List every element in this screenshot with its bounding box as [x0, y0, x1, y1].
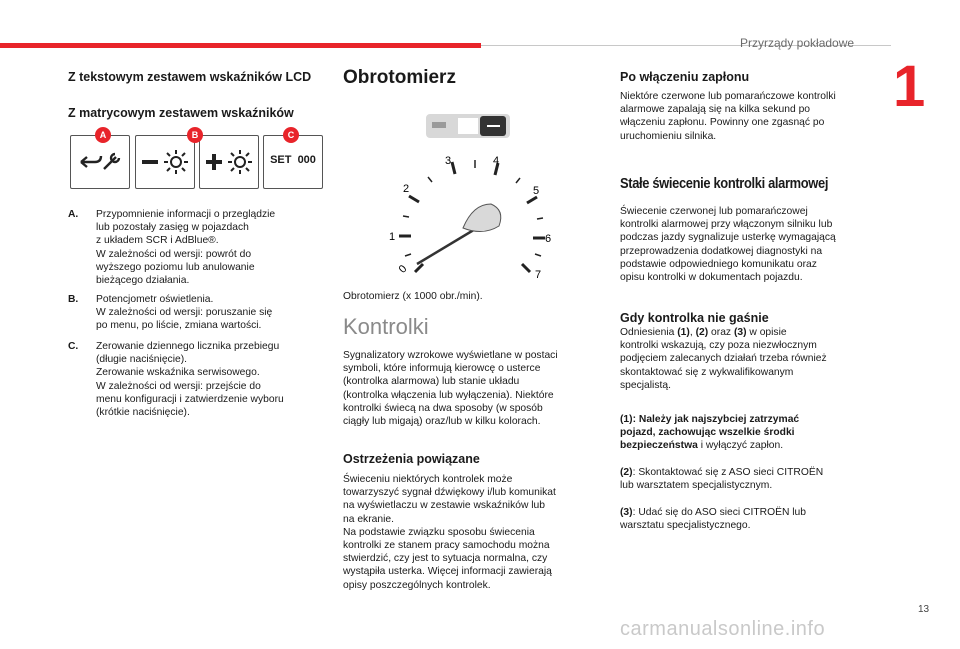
definition-line: Zerowanie dziennego licznika przebiegu	[96, 341, 280, 352]
button-b-minus[interactable]	[135, 135, 195, 189]
text-line: kontrolki wskazują, czy poza niezwłocznym	[620, 340, 817, 352]
text-line: na ekranie.	[343, 513, 394, 525]
gauge-label-4: 4	[493, 155, 500, 167]
note-bold-text: pojazd, zachowując wszelkie środki	[620, 427, 795, 439]
button-c-label: SET 000	[270, 154, 316, 166]
definition-term: B.	[68, 294, 79, 305]
gauge-label-7: 7	[535, 269, 542, 280]
dashboard-indicator-icon	[420, 110, 520, 142]
related-warnings-text	[343, 473, 608, 592]
text-line: stwierdzić, czy jest to sytuacja normalna, czy	[343, 553, 548, 565]
text-line: przeprowadzenia dodatkowej diagnostyki na	[620, 245, 823, 257]
text-line: podczas jazdy sygnalizuje usterkę wymagającą	[620, 232, 836, 244]
text-fragment: Odniesienia	[620, 327, 678, 338]
steady-warning-heading: Stałe świecenie kontrolki alarmowej	[620, 175, 829, 192]
text-line: na wyświetlaczu w zestawie wskaźników lub	[343, 500, 546, 512]
definition-line: z układem SCR i AdBlue®.	[96, 235, 219, 247]
text-fragment: w opisie	[746, 327, 787, 338]
definition-line: W zależności od wersji: powrót do	[96, 248, 252, 260]
text-line: warsztatu specjalistycznego.	[620, 520, 751, 532]
text-line: specjalistą.	[620, 379, 671, 391]
text-line	[620, 466, 890, 479]
gauge-label-5: 5	[533, 185, 540, 197]
text-line: towarzyszyć sygnał dźwiękowy i/lub komunikat	[343, 487, 556, 499]
text-line	[620, 506, 890, 519]
text-line: włączeniu zapłonu. Powinny one zgasnąć po	[620, 117, 825, 129]
text-line: Sygnalizatory wzrokowe wyświetlane w postaci	[343, 350, 558, 361]
gauge-label-2: 2	[403, 183, 410, 195]
heading-lcd: Z tekstowym zestawem wskaźników LCD	[68, 70, 312, 84]
button-b-plus[interactable]	[199, 135, 259, 189]
text-fragment: : Udać się do ASO sieci CITROËN lub	[632, 507, 806, 518]
text-line: kontrolki ze stanem pracy samochodu można	[343, 540, 550, 552]
heading-matrix: Z matrycowym zestawem wskaźników	[68, 106, 294, 120]
text-line: uruchomieniu silnika.	[620, 130, 717, 142]
definition-line: wyższego poziomu lub anulowanie	[96, 261, 255, 273]
gauge-label-6: 6	[545, 233, 552, 245]
definition-line: (krótkie naciśnięcie).	[96, 407, 190, 419]
definition-line: W zależności od wersji: poruszanie się	[96, 307, 273, 319]
definition-b	[68, 293, 323, 333]
gauge-label-1: 1	[389, 231, 396, 243]
return-wrench-icon	[71, 136, 129, 188]
note-3	[620, 506, 890, 532]
text-line: lub warsztatem specjalistycznym.	[620, 480, 773, 492]
definition-line: Przypomnienie informacji o przeglądzie	[96, 209, 276, 220]
text-line	[620, 439, 890, 452]
light-stays-on-heading: Gdy kontrolka nie gaśnie	[620, 311, 769, 325]
definition-line: lub pozostały zasięg w pojazdach	[96, 222, 249, 234]
warning-lights-intro	[343, 349, 608, 428]
definition-term: C.	[68, 341, 79, 352]
light-stays-on-text	[620, 326, 890, 392]
text-line: Niektóre czerwone lub pomarańczowe kontrolki	[620, 91, 836, 102]
note-2	[620, 466, 890, 492]
ignition-on-heading: Po włączeniu zapłonu	[620, 70, 750, 84]
text-line: wystąpiła usterka. Więcej informacji zawierają	[343, 566, 552, 578]
watermark: carmanualsonline.info	[620, 618, 826, 640]
reference-3: (3)	[733, 327, 747, 338]
badge-c: C	[283, 127, 299, 143]
text-line	[620, 413, 890, 426]
gauge-label-3: 3	[445, 155, 452, 167]
text-line: podstawie odpowiedniego komunikatu oraz	[620, 258, 817, 270]
tachometer-title: Obrotomierz	[343, 67, 456, 88]
text-line: alarmowe zapalają się na kilka sekund po	[620, 104, 811, 116]
text-line: ciągły lub migają) oraz/lub w kilku kolorach.	[343, 416, 541, 428]
button-c[interactable]	[263, 135, 323, 189]
text-fragment: ,	[689, 327, 696, 338]
page-number: 13	[918, 604, 930, 615]
definition-line: Potencjometr oświetlenia.	[96, 294, 214, 305]
steady-warning-text	[620, 205, 890, 284]
definition-c	[68, 340, 323, 419]
text-line: (kontrolka alarmowa) lub stanie układu	[343, 376, 520, 388]
badge-b: B	[187, 127, 203, 143]
badge-a: A	[95, 127, 111, 143]
text-line: kontrolki świecą na dwa sposoby (w sposób	[343, 402, 543, 414]
text-line: symboli, które informują kierowcę o usterce	[343, 363, 541, 375]
definition-line: bieżącego działania.	[96, 275, 190, 287]
gauge-minor-ticks	[403, 160, 543, 256]
note-ref: (1)	[620, 414, 633, 425]
related-warnings-heading: Ostrzeżenia powiązane	[343, 452, 480, 466]
definition-line: Zerowanie wskaźnika serwisowego.	[96, 367, 260, 379]
definition-line: (długie naciśnięcie).	[96, 354, 188, 366]
section-title: Przyrządy pokładowe	[740, 36, 855, 50]
button-a[interactable]	[70, 135, 130, 189]
definition-line: po menu, po liście, zmiana wartości.	[96, 320, 262, 332]
brighten-icon	[200, 136, 258, 188]
definition-a	[68, 208, 323, 287]
text-line: Świeceniu niektórych kontrolek może	[343, 474, 513, 485]
text-fragment: i wyłączyć zapłon.	[697, 440, 784, 452]
text-line: (kontrolka włączenia lub wyłączenia). Niektóre	[343, 389, 554, 401]
text-fragment: oraz	[708, 327, 734, 338]
tachometer-gauge	[385, 150, 565, 280]
note-1	[620, 413, 890, 453]
note-ref: (3)	[620, 507, 633, 518]
warning-lights-title: Kontrolki	[343, 314, 429, 339]
text-line: opisy poszczególnych kontrolek.	[343, 579, 491, 591]
gauge-label-0: 0	[396, 262, 410, 276]
note-bold-text: : Należy jak najszybciej zatrzymać	[632, 414, 800, 425]
text-line: podjęciem zalecanych działań trzeba również	[620, 353, 827, 365]
tachometer-caption: Obrotomierz (x 1000 obr./min).	[343, 291, 483, 302]
text-fragment: : Skontaktować się z ASO sieci CITROËN	[632, 467, 824, 478]
dim-brightness-icon	[136, 136, 194, 188]
text-line: Świecenie czerwonej lub pomarańczowej	[620, 206, 808, 217]
gauge-hub	[463, 204, 501, 232]
note-ref: (2)	[620, 467, 633, 478]
chapter-number: 1	[893, 54, 926, 119]
reference-1: (1)	[677, 327, 690, 338]
ignition-on-text	[620, 90, 890, 143]
definition-term: A.	[68, 209, 79, 220]
text-line: kontrolki alarmowej przy włączonym silniku lub	[620, 219, 833, 231]
text-line: opisu kontrolki w dokumentach pojazdu.	[620, 272, 803, 284]
text-line: Na podstawie związku sposobu świecenia	[343, 526, 535, 538]
text-line	[620, 326, 890, 339]
reference-2: (2)	[695, 327, 709, 338]
text-line: skontaktować się z wykwalifikowanym	[620, 366, 794, 378]
note-bold-text: bezpieczeństwa	[620, 440, 698, 452]
header-red-bar	[0, 43, 481, 48]
definition-line: menu konfiguracji i zatwierdzenie wyboru	[96, 393, 284, 405]
definition-line: W zależności od wersji: przejście do	[96, 380, 261, 392]
